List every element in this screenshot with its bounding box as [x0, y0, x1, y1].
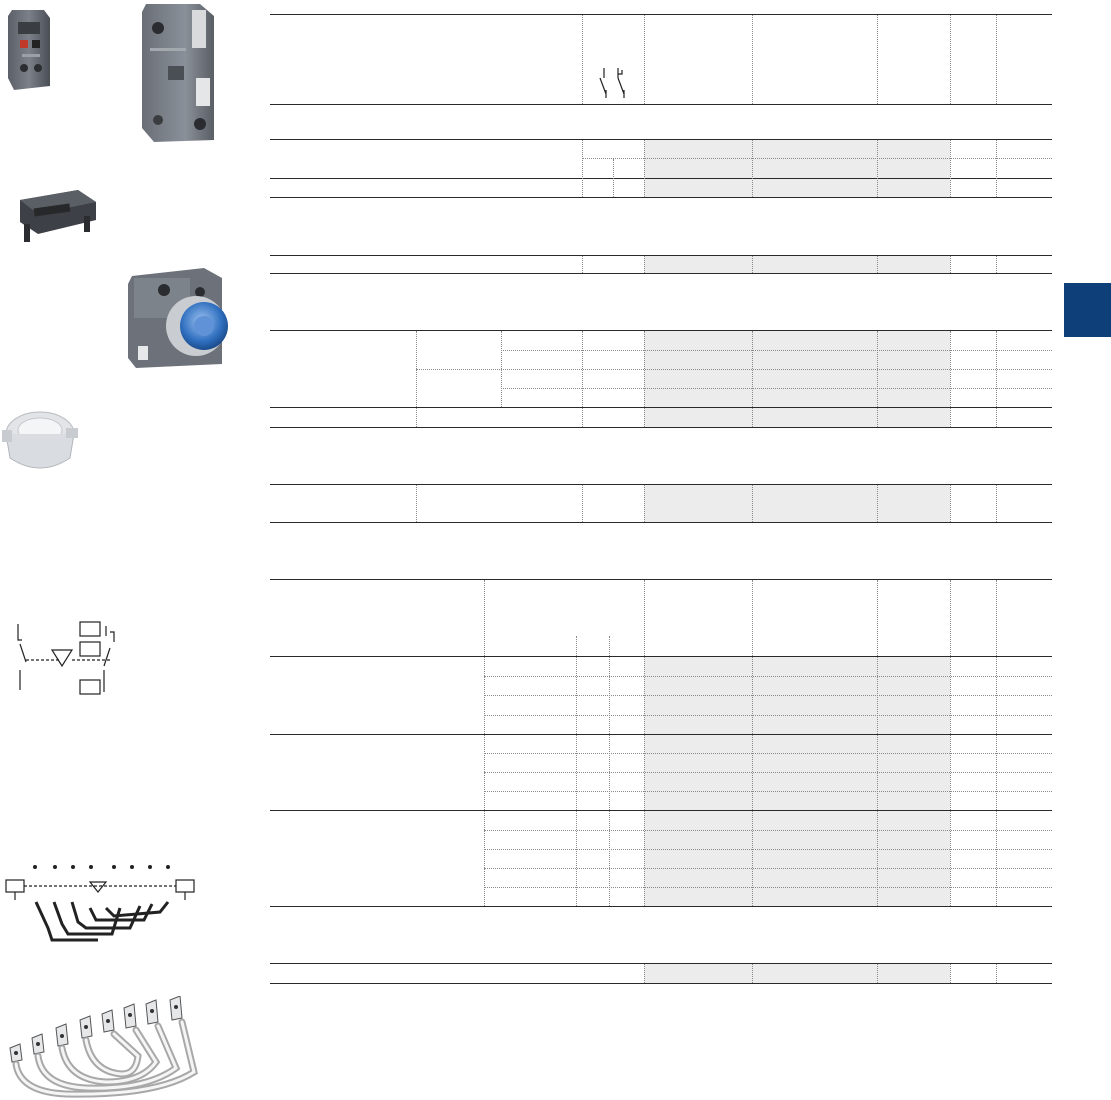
shaded-cell	[644, 256, 950, 273]
shaded-cell	[644, 811, 950, 906]
nc-no-contact-symbol-icon	[594, 66, 630, 100]
shaded-cell	[644, 140, 950, 178]
shaded-cell	[644, 485, 950, 522]
shaded-cell	[644, 179, 950, 197]
shaded-cell	[644, 964, 950, 983]
shaded-cell	[644, 408, 950, 427]
